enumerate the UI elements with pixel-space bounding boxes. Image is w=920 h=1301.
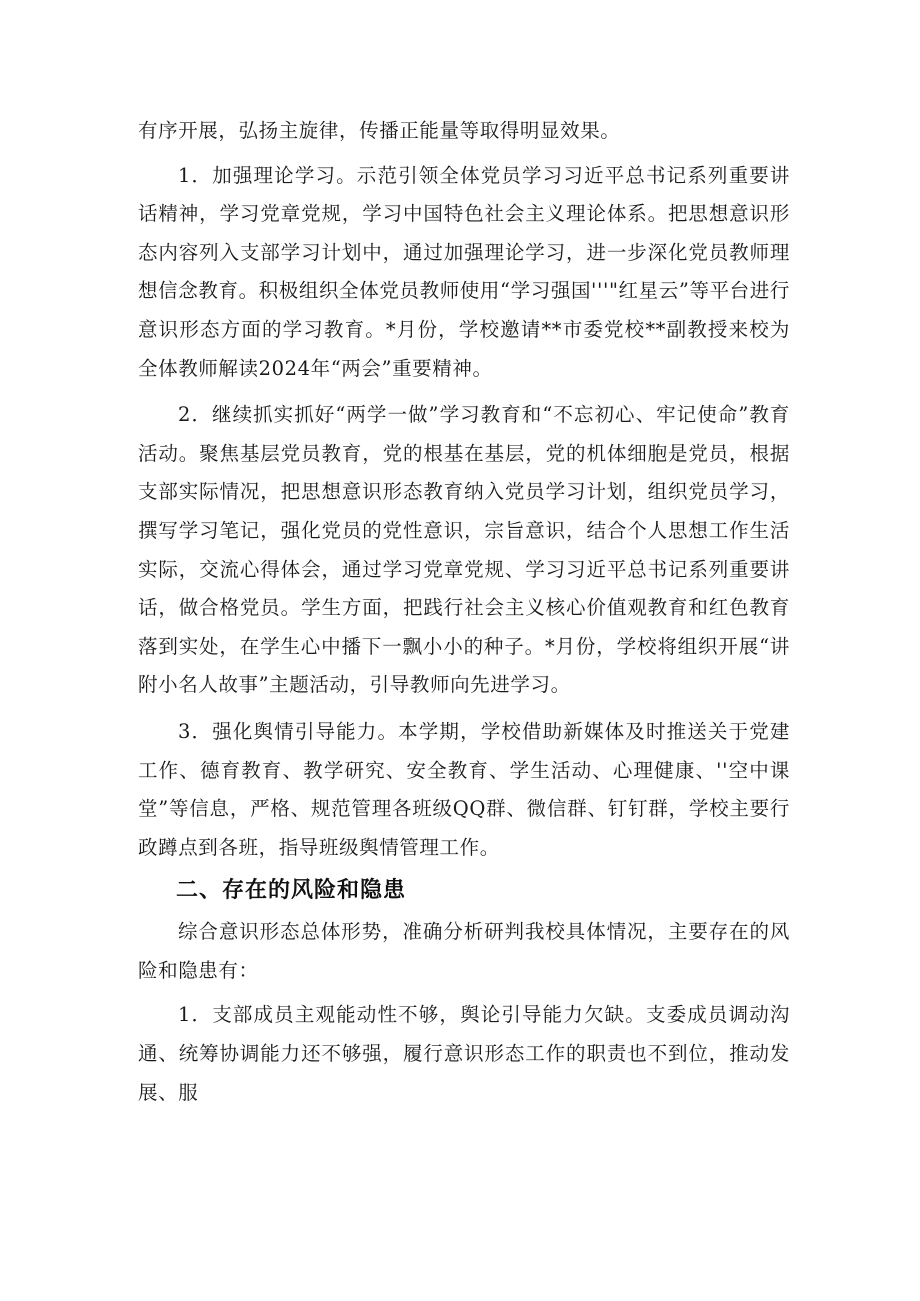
continuation-paragraph: 有序开展，弘扬主旋律，传播正能量等取得明显效果。 [138,119,621,142]
education-activity-paragraph: 2．继续抓实抓好“两学一做”学习教育和“不忘初心、牢记使命”教育活动。聚焦基层党员教育，党的根基在基层，党的机体细胞是党员，根据支部实际情况，把思想意识形态教育纳入党员学习计划，组织党员学习，撰写学习笔记，强化党员的党性意识，宗旨意识，结合个人思想工作生活实际，交流心得体会，通过学习党章党规、学习习近平总书记系列重要讲话，做合格党员。学生方面，把践行社会主义核心价值观教育和红色教育落到实处，在学生心中播下一飘小小的种子。*月份，学校将组织开展“讲附小名人故事”主题活动，引导教师向先进学习。 [138,403,790,697]
risk-item-1-paragraph: 1．支部成员主观能动性不够，舆论引导能力欠缺。支委成员调动沟通、统筹协调能力还不够强，履行意识形态工作的职责也不到位，推动发展、服 [138,1003,790,1104]
risks-intro-paragraph: 综合意识形态总体形势，准确分析研判我校具体情况，主要存在的风险和隐患有： [138,920,790,982]
document-page [138,112,790,1112]
section-heading-risks: 二、存在的风险和隐患 [176,878,407,904]
theory-study-paragraph: 1．加强理论学习。示范引领全体党员学习习近平总书记系列重要讲话精神，学习党章党规，学习中国特色社会主义理论体系。把思想意识形态内容列入支部学习计划中，通过加强理论学习，进一步深化党员教师理想信念教育。积极组织全体党员教师使用“学习强国'''"红星云”等平台进行意识形态方面的学习教育。*月份，学校邀请**市委党校**副教授来校为全体教师解读2024年“两会”重要精神。 [138,163,790,380]
public-opinion-paragraph: 3．强化舆情引导能力。本学期，学校借助新媒体及时推送关于党建工作、德育教育、教学研究、安全教育、学生活动、心理健康、''空中课堂”等信息，严格、规范管理各班级QQ群、微信群、钉钉群，学校主要行政蹲点到各班，指导班级舆情管理工作。 [138,719,790,859]
